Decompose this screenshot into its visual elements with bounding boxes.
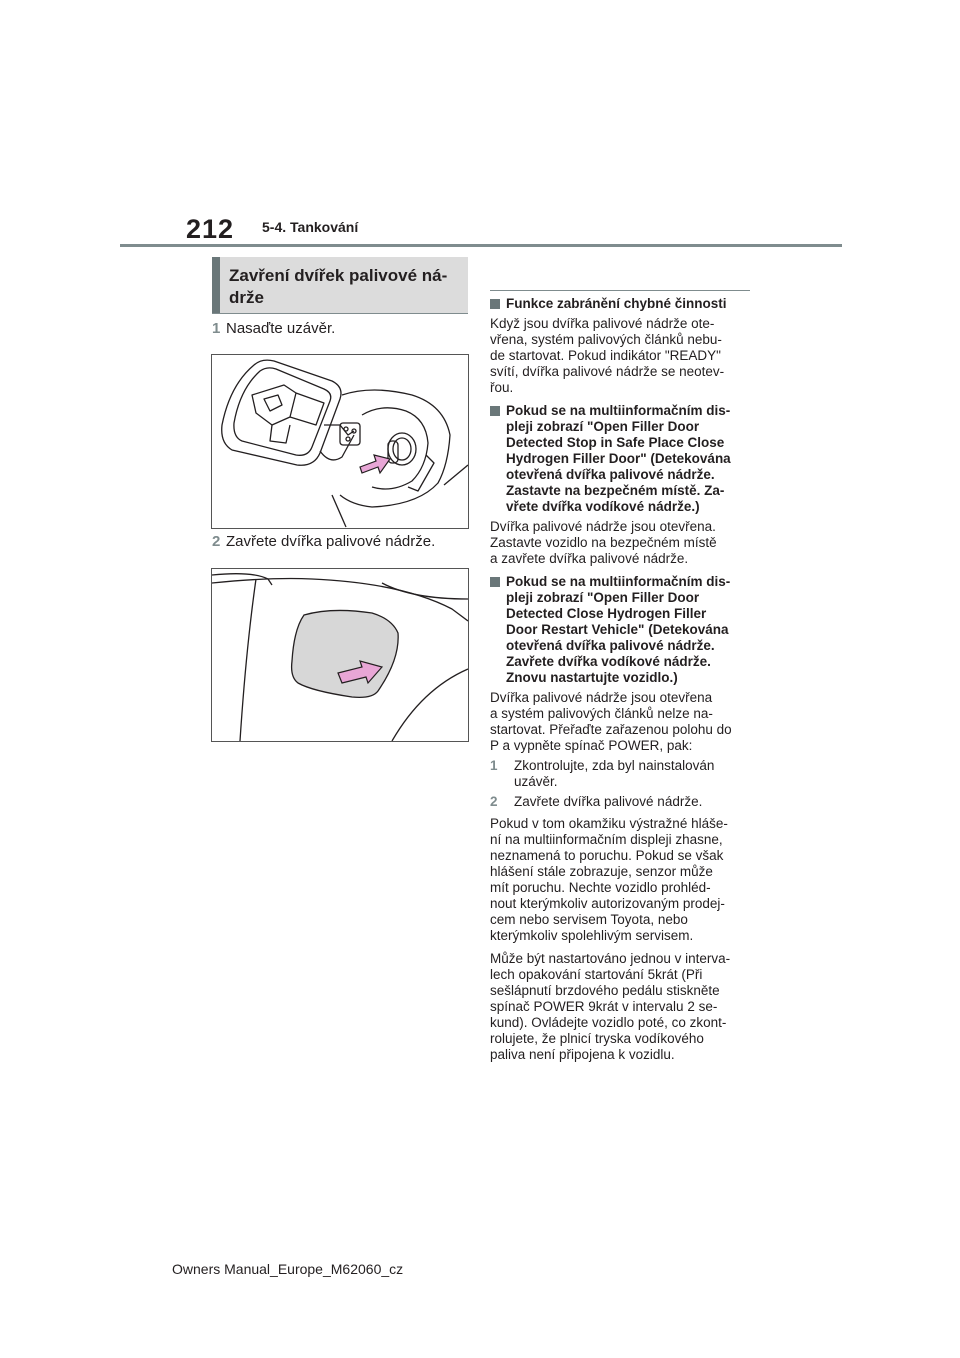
step-text: Zavřete dvířka palivové nádrže. xyxy=(226,533,436,550)
text-line: Pokud se na multiinformačním dis- xyxy=(506,403,731,418)
paragraph-5 xyxy=(490,951,752,1063)
filler-door xyxy=(292,610,399,697)
heading-line: drže xyxy=(229,288,264,307)
step-text: Nasaďte uzávěr. xyxy=(226,320,336,337)
heading-text: Funkce zabránění chybné činnosti xyxy=(506,296,727,311)
text-line: startovat. Přeřaďte zařazenou polohu do xyxy=(490,722,732,737)
text-line: spínač POWER 9krát v intervalu 2 se- xyxy=(490,999,718,1014)
text-line: kund). Ovládejte vozidlo poté, co zkont- xyxy=(490,1015,727,1030)
paragraph-3 xyxy=(490,690,752,754)
step-number: 2 xyxy=(212,533,221,550)
heading-line: Zavření dvířek palivové ná- xyxy=(229,266,448,285)
section-heading xyxy=(229,265,464,309)
text-line: lech opakování startování 5krát (Při xyxy=(490,967,703,982)
step-number: 1 xyxy=(212,320,221,337)
text-line: nout kterýmkoliv autorizovaným prodej- xyxy=(490,896,725,911)
text-line: Zastavte vozidlo na bezpečném místě xyxy=(490,535,717,550)
text-line: Zkontrolujte, zda byl nainstalován xyxy=(514,758,715,773)
text-line: ní na multiinformačním displeji zhasne, xyxy=(490,832,723,847)
right-column xyxy=(490,296,752,1063)
text-line: řou. xyxy=(490,380,514,395)
step-number: 1 xyxy=(490,758,498,773)
text-line: cem nebo servisem Toyota, nebo xyxy=(490,912,688,927)
door-illustration xyxy=(212,569,468,741)
text-line: Zavřete dvířka vodíkové nádrže. xyxy=(506,654,711,669)
text-line: Když jsou dvířka palivové nádrže ote- xyxy=(490,316,715,331)
figure-close-door xyxy=(211,568,469,742)
text-line: Zastavte na bezpečném místě. Za- xyxy=(506,483,725,498)
step-1 xyxy=(212,320,335,338)
text-line: Detected Stop in Safe Place Close xyxy=(506,435,725,450)
heading-accent-bar xyxy=(212,257,220,313)
cap-illustration xyxy=(212,355,468,528)
text-line: pleji zobrazí "Open Filler Door xyxy=(506,419,700,434)
text-line: svítí, dvířka palivové nádrže se neotev- xyxy=(490,364,725,379)
text-line: Dvířka palivové nádrže jsou otevřena xyxy=(490,690,713,705)
heading-underline xyxy=(212,313,468,314)
paragraph-4 xyxy=(490,816,752,944)
text-line: Může být nastartováno jednou v interva- xyxy=(490,951,731,966)
text-line: otevřená dvířka palivové nádrže. xyxy=(506,467,715,482)
page-number: 212 xyxy=(186,214,235,244)
text-line: P a vypněte spínač POWER, pak: xyxy=(490,738,693,753)
text-line: uzávěr. xyxy=(514,774,558,789)
text-line: a zavřete dvířka palivové nádrže. xyxy=(490,551,689,566)
text-line: a systém palivových článků nelze na- xyxy=(490,706,713,721)
bullet-square-icon xyxy=(490,406,500,416)
sub-step-1 xyxy=(490,758,752,790)
text-line: hlášení stále zobrazuje, senzor může xyxy=(490,864,713,879)
bullet-square-icon xyxy=(490,299,500,309)
column-top-rule xyxy=(490,290,750,291)
text-line: Pokud v tom okamžiku výstražné hláše- xyxy=(490,816,728,831)
text-line: Zavřete dvířka palivové nádrže. xyxy=(514,794,703,809)
heading-stop-message xyxy=(490,403,752,515)
text-line: Znovu nastartujte vozidlo.) xyxy=(506,670,678,685)
text-line: Detected Close Hydrogen Filler xyxy=(506,606,707,621)
text-line: Pokud se na multiinformačním dis- xyxy=(506,574,731,589)
footer-manual-id: Owners Manual_Europe_M62060_cz xyxy=(172,1261,404,1277)
paragraph-2 xyxy=(490,519,752,567)
text-line: vřete dvířka vodíkové nádrže.) xyxy=(506,499,700,514)
text-line: pleji zobrazí "Open Filler Door xyxy=(506,590,700,605)
text-line: paliva není připojena k vozidlu. xyxy=(490,1047,675,1062)
text-line: rolujete, že plnicí tryska vodíkového xyxy=(490,1031,704,1046)
text-line: sešlápnutí brzdového pedálu stiskněte xyxy=(490,983,720,998)
text-line: kterýmkoliv spolehlivým servisem. xyxy=(490,928,694,943)
step-number: 2 xyxy=(490,794,498,809)
heading-restart-message xyxy=(490,574,752,686)
step-2 xyxy=(212,533,435,551)
text-line: de startovat. Pokud indikátor "READY" xyxy=(490,348,721,363)
text-line: Hydrogen Filler Door" (Detekována xyxy=(506,451,731,466)
paragraph-1 xyxy=(490,316,752,396)
section-heading-box xyxy=(212,257,468,313)
text-line: neznamená to poruchu. Pokud se však xyxy=(490,848,724,863)
sub-step-2 xyxy=(490,794,752,810)
text-line: otevřená dvířka palivové nádrže. xyxy=(506,638,715,653)
section-title: 5-4. Tankování xyxy=(262,219,359,235)
text-line: vřena, systém palivových článků nebu- xyxy=(490,332,722,347)
header-divider xyxy=(120,244,842,247)
figure-install-cap xyxy=(211,354,469,529)
text-line: mít poruchu. Nechte vozidlo prohléd- xyxy=(490,880,711,895)
heading-anti-misoperation xyxy=(490,296,752,312)
text-line: Dvířka palivové nádrže jsou otevřena. xyxy=(490,519,716,534)
bullet-square-icon xyxy=(490,577,500,587)
insert-arrow-icon xyxy=(360,455,390,473)
text-line: Door Restart Vehicle" (Detekována xyxy=(506,622,729,637)
